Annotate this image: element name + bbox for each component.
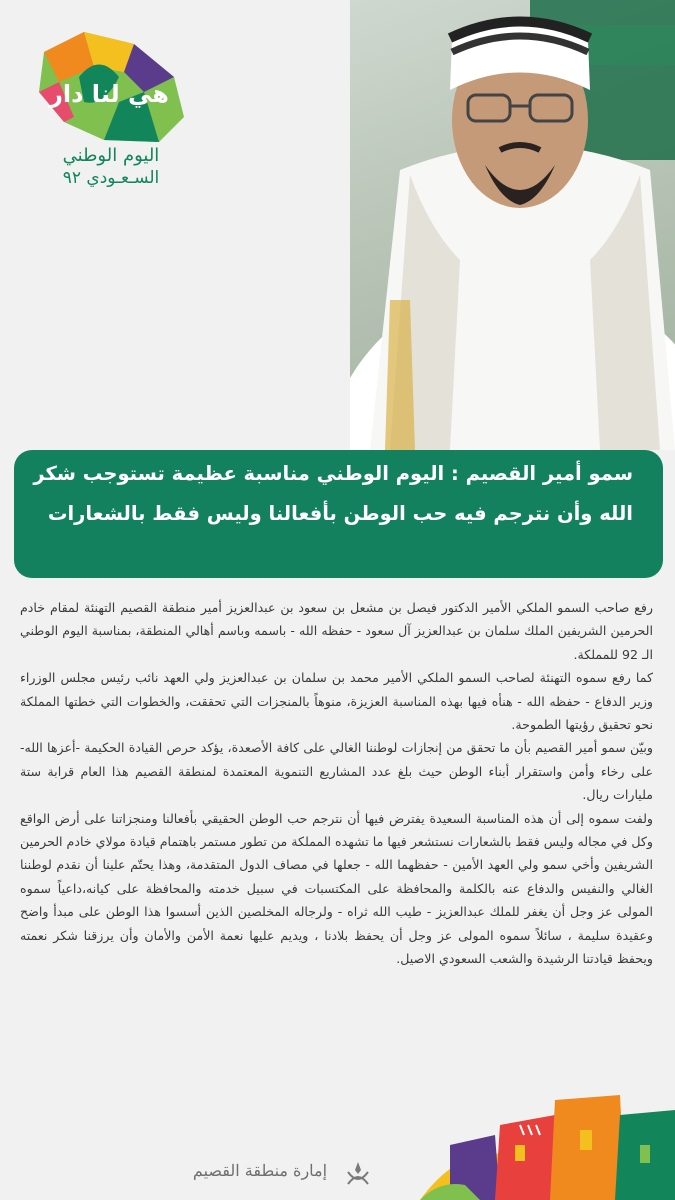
article-paragraph: وبيّن سمو أمير القصيم بأن ما تحقق من إنجازات لوطننا الغالي على كافة الأصعدة، يؤكد حرص القيادة الحكيمة -أعزها الله- على رخاء وأمن واستقرار أبناء الوطن حيث بلغ عدد المشاريع التنموية المعتمدة لمنطقة القصيم هذا العام قرابة ستة مليارات ريال.: [20, 740, 653, 803]
headline-banner: [14, 450, 663, 578]
national-day-logo-text: [36, 145, 186, 189]
organization-name: إمارة منطقة القصيم: [192, 1161, 328, 1180]
logo-art-text: هي لنا دار: [49, 80, 169, 108]
article-paragraph: رفع صاحب السمو الملكي الأمير الدكتور فيصل بن مشعل بن سعود بن عبدالعزيز أمير منطقة القصيم التهنئة لمقام خادم الحرمين الشريفين الملك سلمان بن عبدالعزيز آل سعود - حفظه الله - باسمه وباسم أهالي المنطقة، بمناسبة اليوم الوطني الـ 92 للمملكة.: [20, 600, 653, 662]
article-paragraph: ولفت سموه إلى أن هذه المناسبة السعيدة يفترض فيها أن نترجم حب الوطن الحقيقي بأفعالنا ومنجزاتنا على أرض الواقع وكل في مجاله وليس فقط بالشعارات نستشعر فيها ما تشهده المملكة من تطور مستمر باهتمام قيادة مولاي خادم الحرمين الشريفين وأخي سمو ولي العهد الأمين - حفظهما الله - جعلها في مصاف الدول المتقدمة، وهذا يحتّم علينا أن نقدم لوطننا الغالي والنفيس والدفاع عنه بالكلمة والمحافظة على المكتسبات في سبيل خدمته والمحافظة على كيانه،داعياً سموه المولى عز وجل أن يغفر للملك عبدالعزيز - طيب الله ثراه - ولرجاله المخلصين الذين أسسوا هذا الوطن على مبدأ واضح وعقيدة سليمة ، سائلاً سموه المولى عز وجل أن يحفظ بلادنا ، ويديم عليها نعمة الأمن والأمان وأن يرزقنا شكر نعمته ويحفظ قيادتنا الرشيدة والشعب السعودي الاصيل.: [20, 810, 653, 967]
heritage-houses-art: [420, 1085, 675, 1200]
logo-line1: اليوم الوطني: [62, 145, 160, 166]
article-paragraph: كما رفع سموه التهنئة لصاحب السمو الملكي الأمير محمد بن سلمان بن عبدالعزيز ولي العهد نائب رئيس مجلس الوزراء وزير الدفاع - حفظه الله - هنأه فيها بهذه المناسبة العزيزة، منوهاً بالمنجزات التي تحققت، والخطوات التي خطتها المملكة نحو تحقيق رؤيتها الطموحة.: [20, 670, 653, 733]
portrait-illustration: [350, 0, 675, 450]
article-body: [20, 596, 653, 971]
kingdom-emblem-icon: [345, 1160, 371, 1188]
headline-text: سمو أمير القصيم : اليوم الوطني مناسبة عظيمة تستوجب شكر الله وأن نترجم فيه حب الوطن بأفعالنا وليس فقط بالشعارات: [33, 462, 633, 525]
logo-line2: السـعـودي ٩٢: [62, 168, 160, 188]
portrait-photo: [350, 0, 675, 450]
